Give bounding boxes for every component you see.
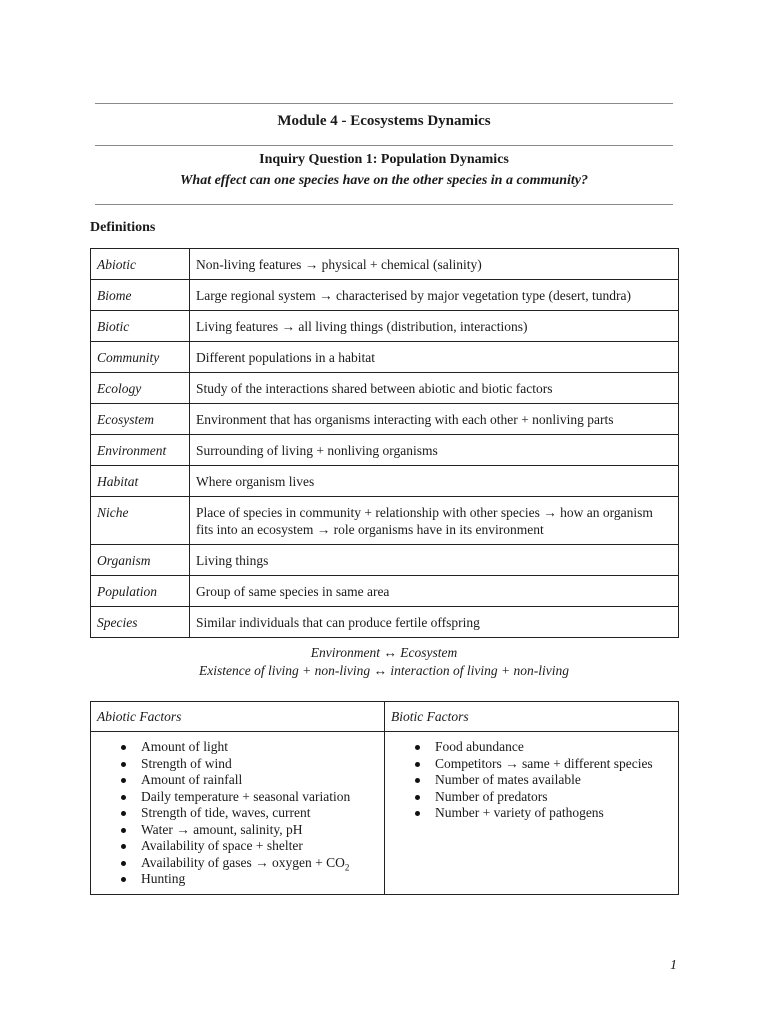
list-item: Number + variety of pathogens [435, 805, 678, 822]
term-cell: Ecology [91, 373, 190, 404]
table-row [91, 342, 679, 373]
definitions-table [90, 248, 679, 638]
definition-cell: Non-living features → physical + chemical (salinity) [190, 249, 679, 280]
factors-table [90, 701, 679, 895]
definition-cell: Study of the interactions shared between abiotic and biotic factors [190, 373, 679, 404]
abiotic-factors-heading: Abiotic Factors [91, 702, 385, 732]
definition-cell: Place of species in community + relationship with other species → how an organism fits into an ecosystem → role organisms have in its environment [190, 497, 679, 545]
inquiry-question-text: What effect can one species have on the other species in a community? [179, 173, 589, 188]
list-item: Availability of space + shelter [141, 838, 384, 855]
table-row [91, 435, 679, 466]
top-rule [95, 103, 673, 104]
term-cell: Ecosystem [91, 404, 190, 435]
list-item: Strength of wind [141, 756, 384, 773]
list-item [141, 855, 384, 872]
term-cell: Species [91, 607, 190, 638]
definition-cell: Living features → all living things (distribution, interactions) [190, 311, 679, 342]
list-item: Water → amount, salinity, pH [141, 822, 384, 839]
page-number: 1 [670, 958, 677, 973]
term-cell: Biome [91, 280, 190, 311]
term-cell: Population [91, 576, 190, 607]
module-title: Module 4 - Ecosystems Dynamics [277, 113, 491, 129]
biotic-factors-list [385, 739, 678, 822]
term-cell: Organism [91, 545, 190, 576]
table-row [91, 280, 679, 311]
list-item: Competitors → same + different species [435, 756, 678, 773]
table-header-row [91, 702, 679, 732]
term-cell: Niche [91, 497, 190, 545]
term-cell: Community [91, 342, 190, 373]
abiotic-factors-list [91, 739, 384, 888]
list-item: Number of mates available [435, 772, 678, 789]
definition-cell: Where organism lives [190, 466, 679, 497]
table-row [91, 373, 679, 404]
list-item: Amount of rainfall [141, 772, 384, 789]
table-row [91, 249, 679, 280]
definition-cell: Different populations in a habitat [190, 342, 679, 373]
biotic-factors-cell [385, 732, 679, 895]
abiotic-factors-cell [91, 732, 385, 895]
list-item: Food abundance [435, 739, 678, 756]
table-row [91, 545, 679, 576]
table-row [91, 466, 679, 497]
definition-cell: Large regional system → characterised by major vegetation type (desert, tundra) [190, 280, 679, 311]
inquiry-question-title: Inquiry Question 1: Population Dynamics [259, 152, 509, 167]
definition-cell: Surrounding of living + nonliving organisms [190, 435, 679, 466]
term-cell: Abiotic [91, 249, 190, 280]
table-row [91, 732, 679, 895]
inquiry-rule [95, 204, 673, 205]
table-row [91, 311, 679, 342]
definition-cell: Group of same species in same area [190, 576, 679, 607]
table-row [91, 497, 679, 545]
title-rule [95, 145, 673, 146]
list-item: Strength of tide, waves, current [141, 805, 384, 822]
list-item: Hunting [141, 871, 384, 888]
definition-cell: Living things [190, 545, 679, 576]
co2-subscript: 2 [344, 862, 350, 873]
gases-item-text: Availability of gases → oxygen + CO [141, 854, 345, 870]
definitions-heading: Definitions [90, 220, 156, 235]
definition-cell: Environment that has organisms interacting with each other + nonliving parts [190, 404, 679, 435]
existence-interaction-formula: Existence of living + non-living ↔ interaction of living + non-living [199, 663, 569, 678]
environment-ecosystem-formula: Environment ↔ Ecosystem [310, 645, 458, 660]
table-row [91, 576, 679, 607]
table-row [91, 607, 679, 638]
biotic-factors-heading: Biotic Factors [385, 702, 679, 732]
table-row [91, 404, 679, 435]
list-item: Amount of light [141, 739, 384, 756]
list-item: Number of predators [435, 789, 678, 806]
term-cell: Biotic [91, 311, 190, 342]
term-cell: Environment [91, 435, 190, 466]
list-item: Daily temperature + seasonal variation [141, 789, 384, 806]
term-cell: Habitat [91, 466, 190, 497]
definition-cell: Similar individuals that can produce fertile offspring [190, 607, 679, 638]
